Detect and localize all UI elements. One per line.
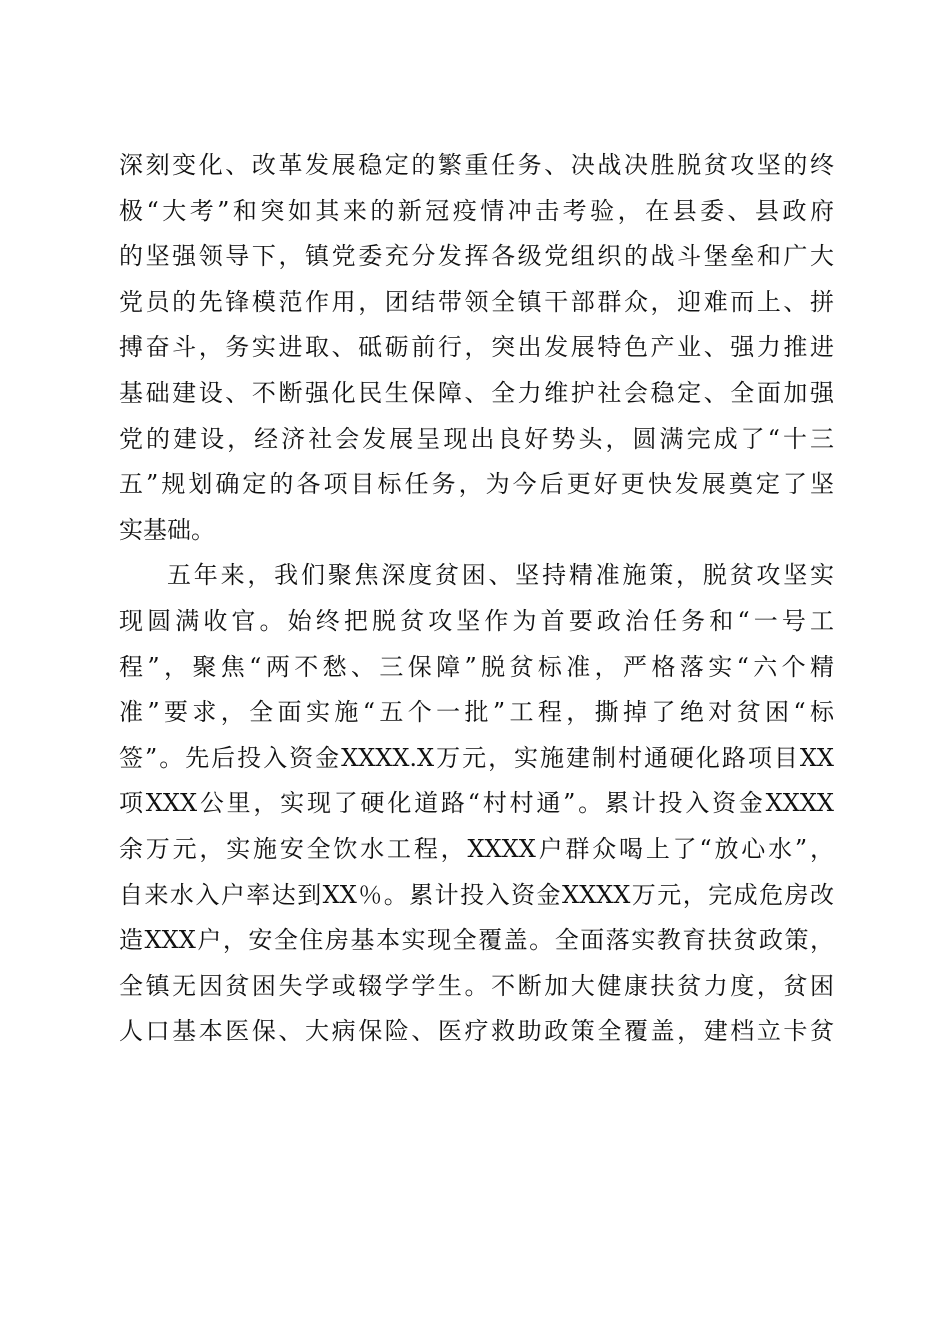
paragraph-2 [119, 553, 834, 1055]
text-line: 极“大考”和突如其来的新冠疫情冲击考验，在县委、县政府 [119, 196, 834, 225]
text-line: 五年来，我们聚焦深度贫困、坚持精准施策，脱贫攻坚实 [167, 561, 834, 590]
text-line: 余万元，实施安全饮水工程，XXXX户群众喝上了“放心水”， [119, 834, 834, 863]
text-line: 党员的先锋模范作用，团结带领全镇干部群众，迎难而上、拼 [119, 287, 834, 316]
text-line: 的坚强领导下，镇党委充分发挥各级党组织的战斗堡垒和广大 [119, 242, 834, 271]
text-line: 实基础。 [119, 515, 215, 544]
text-line: 现圆满收官。始终把脱贫攻坚作为首要政治任务和“一号工 [119, 606, 834, 635]
text-line: 深刻变化、改革发展稳定的繁重任务、决战决胜脱贫攻坚的终 [119, 151, 834, 179]
text-line: 程”，聚焦“两不愁、三保障”脱贫标准，严格落实“六个精 [119, 652, 834, 681]
text-line: 搏奋斗，务实进取、砥砺前行，突出发展特色产业、强力推进 [119, 333, 834, 362]
text-line: 准”要求，全面实施“五个一批”工程，撕掉了绝对贫困“标 [119, 698, 834, 727]
paragraph-1 [119, 143, 834, 553]
text-line: 自来水入户率达到XX％。累计投入资金XXXX万元，完成危房改 [119, 880, 834, 909]
text-line: 五”规划确定的各项目标任务，为今后更好更快发展奠定了坚 [119, 470, 834, 499]
text-line: 党的建设，经济社会发展呈现出良好势头，圆满完成了“十三 [119, 424, 834, 453]
text-line: 造XXX户，安全住房基本实现全覆盖。全面落实教育扶贫政策， [119, 926, 834, 955]
text-line: 基础建设、不断强化民生保障、全力维护社会稳定、全面加强 [119, 378, 834, 407]
text-line: 项XXX公里，实现了硬化道路“村村通”。累计投入资金XXXX [119, 789, 834, 818]
text-line: 签”。先后投入资金XXXX.X万元，实施建制村通硬化路项目XX [119, 743, 834, 772]
text-line: 人口基本医保、大病保险、医疗救助政策全覆盖，建档立卡贫 [119, 1017, 834, 1046]
text-line: 全镇无因贫困失学或辍学学生。不断加大健康扶贫力度，贫困 [119, 971, 834, 1000]
body-text [119, 143, 834, 1055]
